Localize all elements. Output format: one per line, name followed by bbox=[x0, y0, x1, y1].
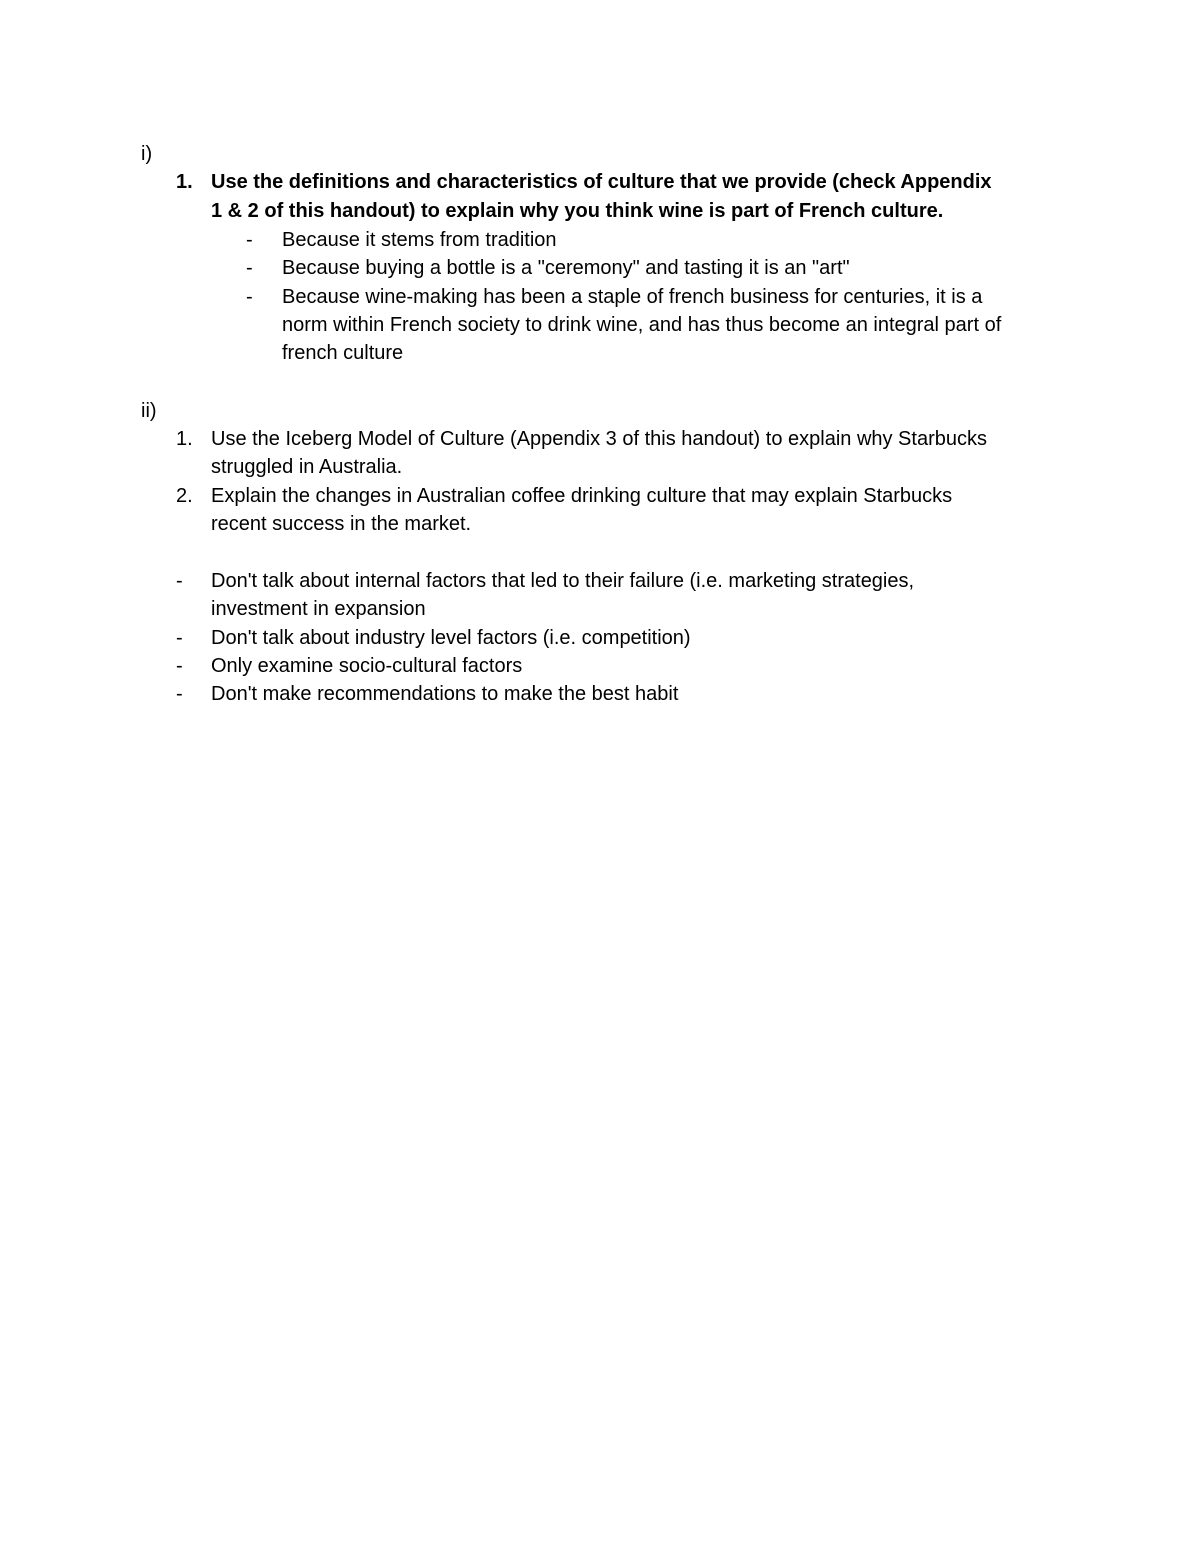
bullet-marker: - bbox=[246, 229, 253, 251]
note-text: Only examine socio-cultural factors bbox=[211, 655, 523, 677]
bullet-marker: - bbox=[246, 286, 253, 308]
question-text: Use the Iceberg Model of Culture (Appendix 3 of this handout) to explain why Starbucks bbox=[211, 428, 987, 450]
answer-text: Because it stems from tradition bbox=[282, 229, 557, 251]
bullet-marker: - bbox=[176, 570, 183, 592]
answer-text: Because wine-making has been a staple of french business for centuries, it is a bbox=[282, 286, 983, 308]
question-text: Explain the changes in Australian coffee drinking culture that may explain Starbucks bbox=[211, 485, 953, 507]
question-number: 1. bbox=[176, 171, 193, 193]
bullet-marker: - bbox=[176, 655, 183, 677]
bullet-marker: - bbox=[176, 627, 183, 649]
note-text: Don't talk about internal factors that led to their failure (i.e. marketing strategies, bbox=[211, 570, 915, 592]
question-text: struggled in Australia. bbox=[211, 456, 403, 478]
answer-text: french culture bbox=[282, 342, 404, 364]
question-number: 1. bbox=[176, 428, 193, 450]
question-text: recent success in the market. bbox=[211, 513, 472, 535]
note-text: Don't make recommendations to make the best habit bbox=[211, 683, 679, 705]
question-text: Use the definitions and characteristics of culture that we provide (check Appendix bbox=[211, 171, 992, 193]
note-text: Don't talk about industry level factors (i.e. competition) bbox=[211, 627, 691, 649]
section-ii-label: ii) bbox=[141, 400, 157, 422]
answer-text: norm within French society to drink wine, and has thus become an integral part of bbox=[282, 314, 1002, 336]
note-text: investment in expansion bbox=[211, 598, 426, 620]
answer-text: Because buying a bottle is a "ceremony" and tasting it is an "art" bbox=[282, 257, 850, 279]
bullet-marker: - bbox=[246, 257, 253, 279]
question-text: 1 & 2 of this handout) to explain why you think wine is part of French culture. bbox=[211, 200, 944, 222]
bullet-marker: - bbox=[176, 683, 183, 705]
section-i-label: i) bbox=[141, 143, 153, 165]
question-number: 2. bbox=[176, 485, 193, 507]
